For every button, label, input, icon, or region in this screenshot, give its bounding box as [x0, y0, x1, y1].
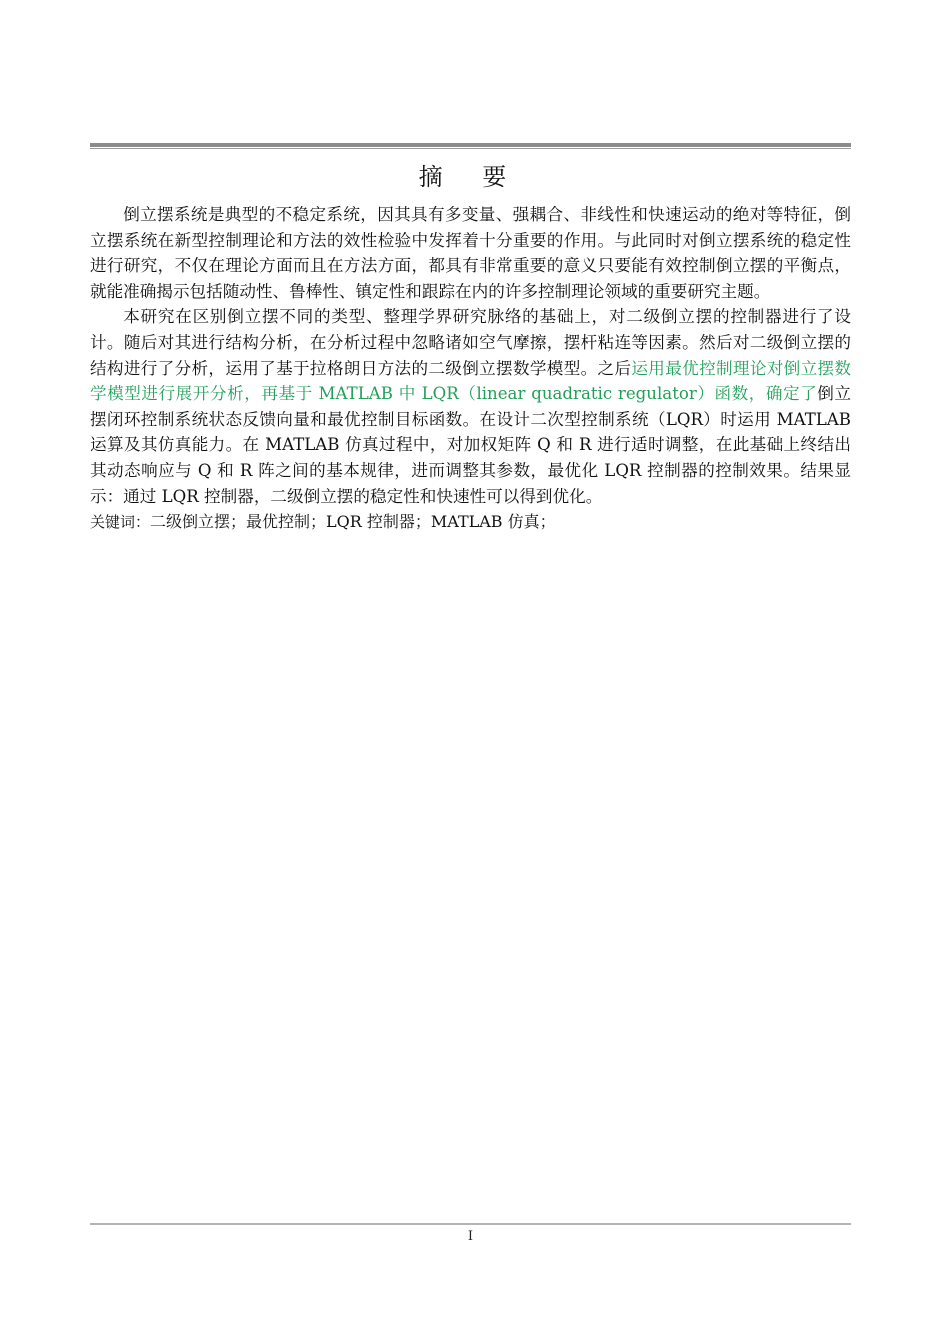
header-rule-thick: [90, 143, 851, 147]
abstract-body: [90, 202, 851, 536]
paragraph-2-text-start: 本研究在区别倒立摆不同的类型、整理学界研究脉络的基础上，对二级倒立摆的控制器进行了设计。随后对其进行结构分析，在分析过程中忽略诸如空气摩擦，摆杆粘连等因素。然后对二级倒立摆的结构进行了分析，运用了基于拉格朗日方法的二级倒立摆数学模型。之后: [90, 307, 851, 378]
footer-rule: [90, 1223, 851, 1225]
abstract-title: 摘 要: [418, 163, 523, 191]
header-rule-thin: [90, 148, 851, 149]
header-rule: [90, 143, 851, 150]
paragraph-2-text-end: 倒立摆闭环控制系统状态反馈向量和最优控制目标函数。在设计二次型控制系统（LQR）时运用 MATLAB 运算及其仿真能力。在 MATLAB 仿真过程中，对加权矩阵 Q 和 R 进行适时调整，在此基础上终结出其动态响应与 Q 和 R 阵之间的基本规律，进而调整其参数，最优化 LQR 控制器的控制效果。结果显示：通过 LQR 控制器，二级倒立摆的稳定性和快速性可以得到优化。: [90, 384, 851, 506]
keywords-line: [90, 509, 851, 536]
abstract-paragraph-1: 倒立摆系统是典型的不稳定系统，因其具有多变量、强耦合、非线性和快速运动的绝对等特征，倒立摆系统在新型控制理论和方法的效性检验中发挥着十分重要的作用。与此同时对倒立摆系统的稳定性进行研究，不仅在理论方面而且在方法方面，都具有非常重要的意义只要能有效控制倒立摆的平衡点，就能准确揭示包括随动性、鲁棒性、镇定性和跟踪在内的许多控制理论领域的重要研究主题。: [90, 205, 851, 301]
highlighted-text: 运用最优控制理论对倒立摆数学模型进行展开分析，再基于 MATLAB 中 LQR（linear quadratic regulator）函数，确定了: [90, 358, 852, 404]
keywords-text: 二级倒立摆；最优控制；LQR 控制器；MATLAB 仿真；: [150, 512, 556, 532]
page-number: I: [467, 1229, 474, 1244]
abstract-paragraph-2: [90, 304, 851, 509]
keywords-label: 关键词：: [90, 513, 151, 532]
